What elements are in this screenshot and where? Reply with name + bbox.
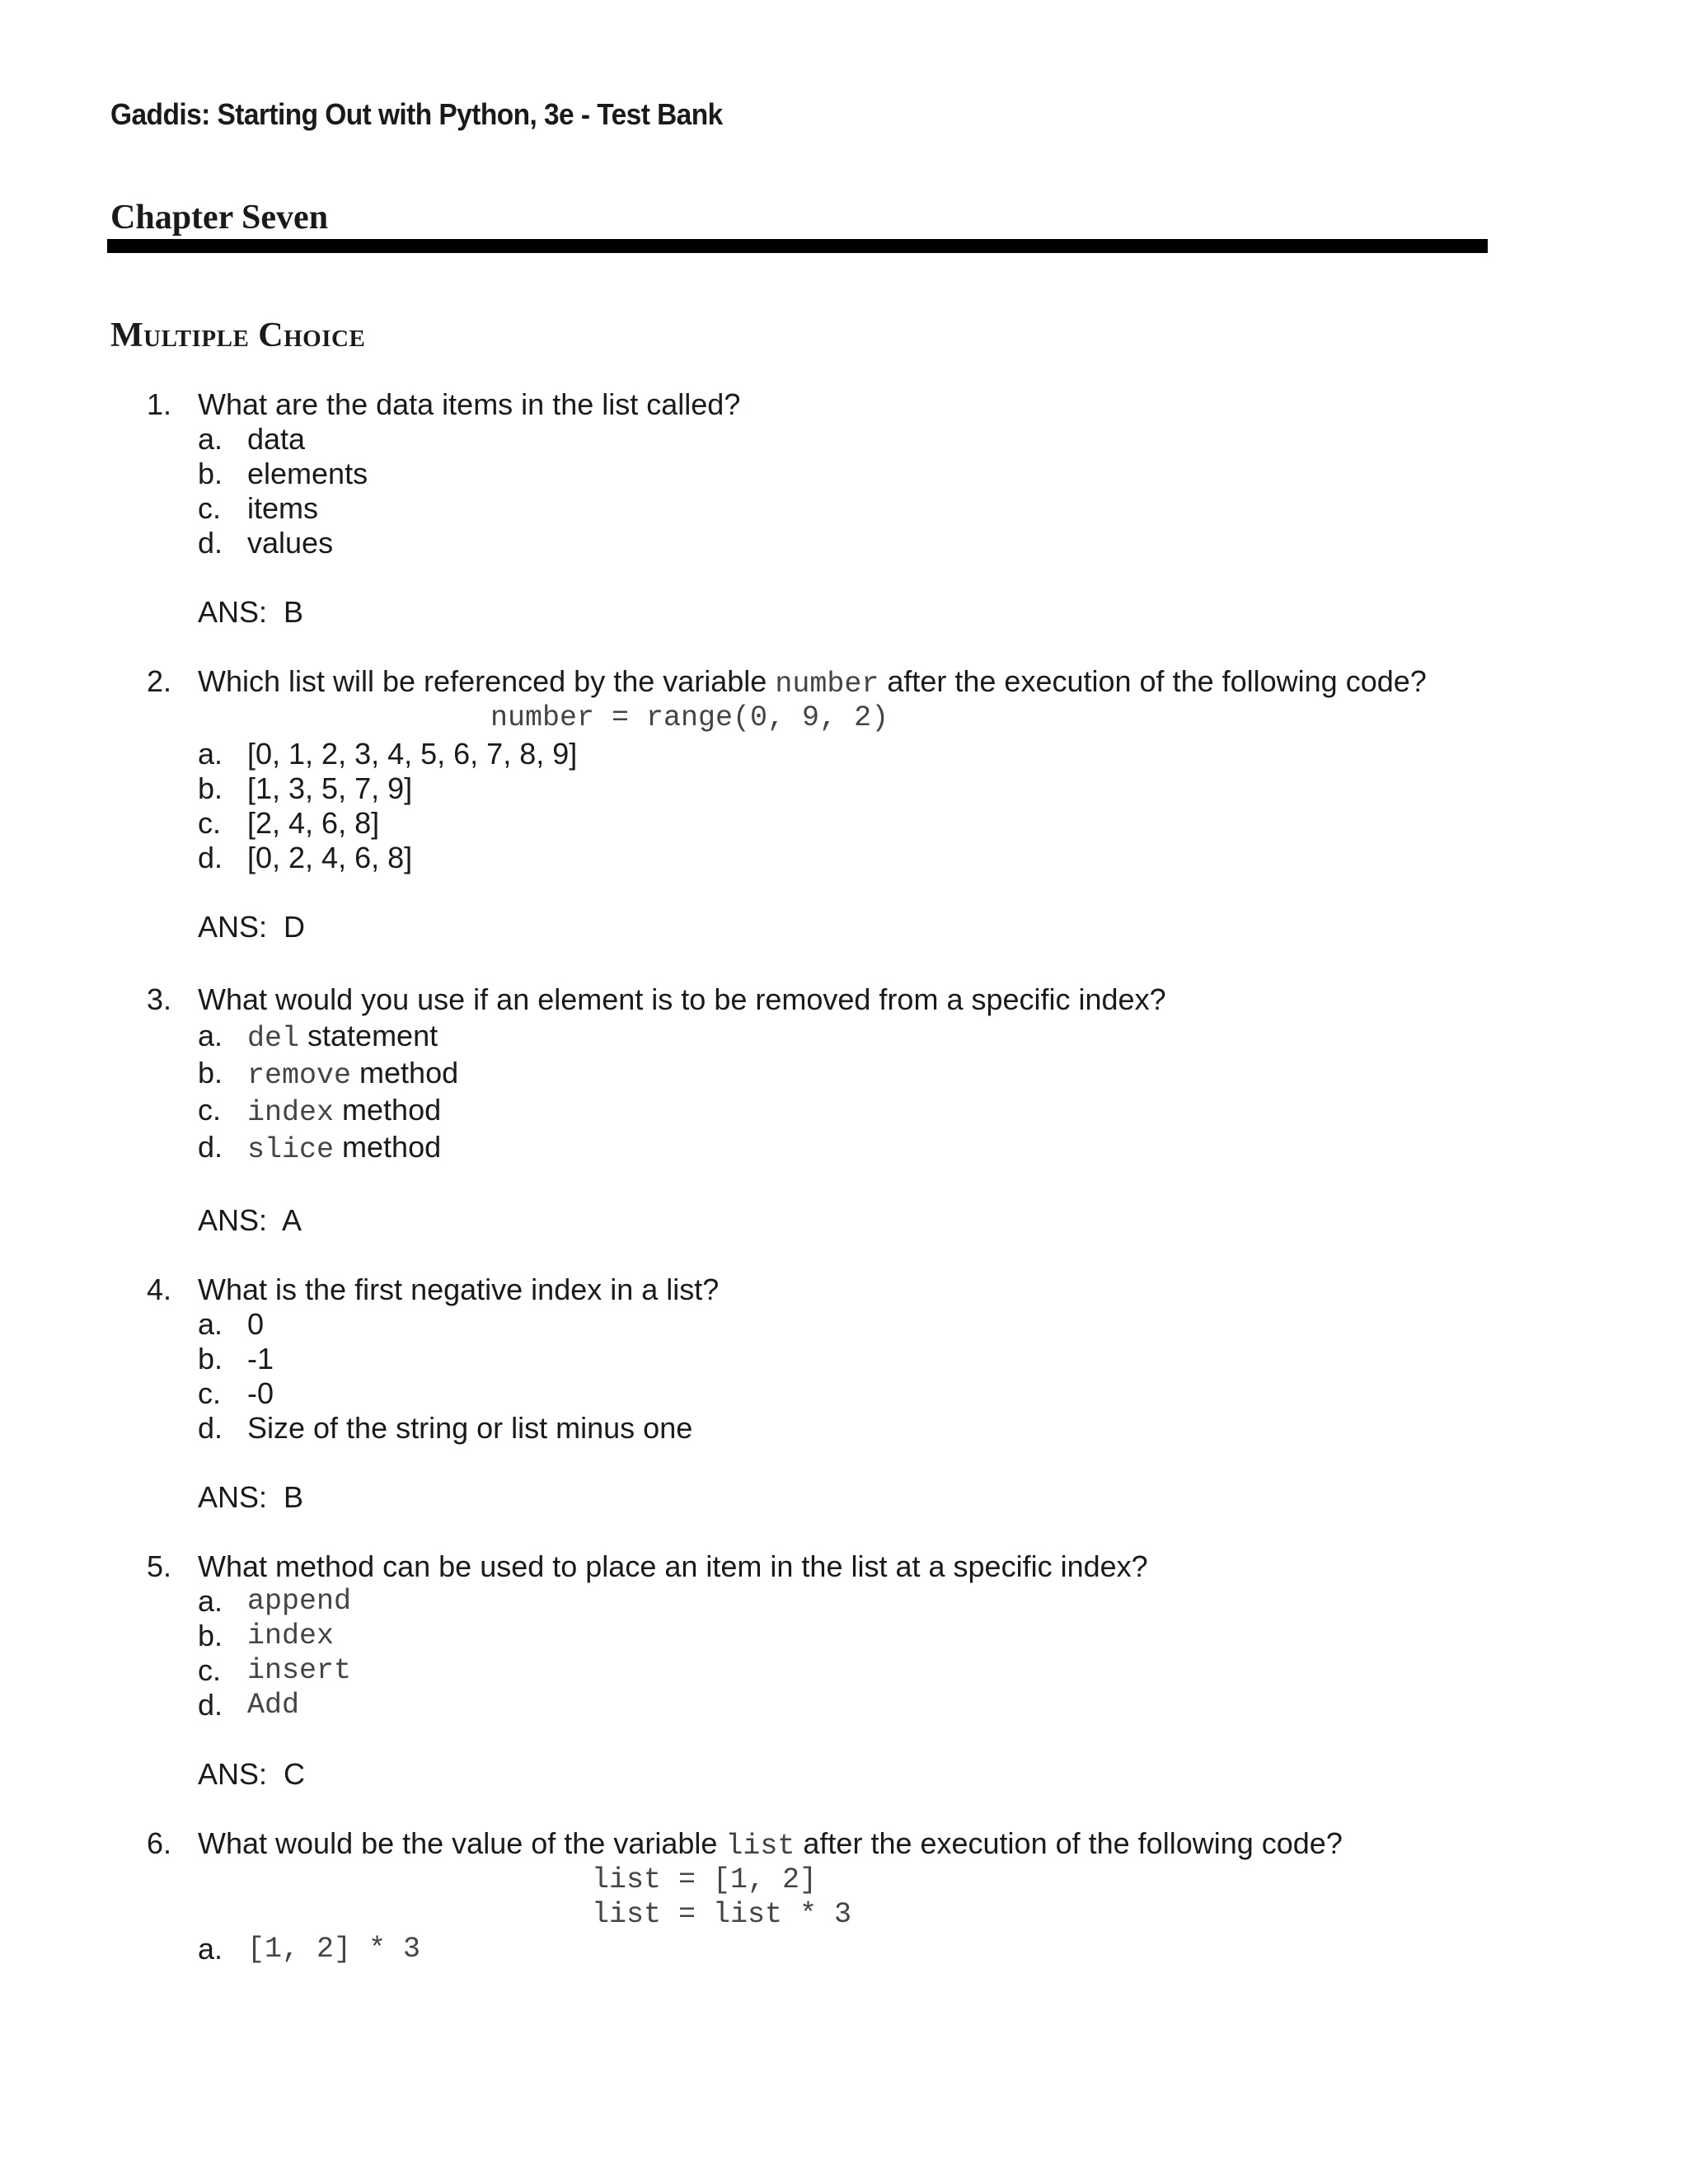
- option-text: [1, 3, 5, 7, 9]: [247, 771, 413, 805]
- option-letter: b.: [198, 1056, 223, 1090]
- option-code: Add: [247, 1689, 300, 1722]
- inline-code: list: [725, 1830, 795, 1863]
- question-number: 4.: [147, 1272, 172, 1306]
- question-number: 5.: [147, 1549, 172, 1583]
- inline-code: slice: [247, 1133, 335, 1166]
- answer-key: ANS: B: [198, 1480, 304, 1514]
- option-code: index: [247, 1619, 335, 1652]
- option-letter: d.: [198, 526, 223, 560]
- code-line: number = range(0, 9, 2): [490, 701, 889, 734]
- option-letter: d.: [198, 1411, 223, 1445]
- section-title: Multiple Choice: [110, 316, 366, 354]
- option-code: [1, 2] * 3: [247, 1933, 421, 1966]
- question-text: What method can be used to place an item in the list at a specific index?: [198, 1549, 1148, 1583]
- option-text-part: statement: [299, 1019, 438, 1052]
- answer-key: ANS: C: [198, 1757, 306, 1791]
- option-letter: d.: [198, 1688, 223, 1722]
- code-line: list = list * 3: [592, 1898, 852, 1931]
- document-header: Gaddis: Starting Out with Python, 3e - Test Bank: [110, 97, 723, 131]
- option-text-part: method: [351, 1056, 459, 1090]
- question-text: [198, 1826, 1343, 1863]
- option-letter: c.: [198, 1653, 222, 1687]
- option-letter: d.: [198, 1130, 223, 1164]
- code-line: list = [1, 2]: [592, 1863, 818, 1896]
- option-letter: d.: [198, 841, 223, 874]
- question-number: 2.: [147, 664, 172, 698]
- option-text: [247, 1019, 438, 1056]
- option-letter: a.: [198, 1307, 223, 1341]
- option-letter: a.: [198, 737, 223, 771]
- question-text-part: after the execution of the following code?: [879, 664, 1427, 698]
- question-number: 6.: [147, 1826, 172, 1860]
- option-text: -1: [247, 1342, 274, 1376]
- question-text-part: after the execution of the following code?: [795, 1826, 1343, 1860]
- option-text: Size of the string or list minus one: [247, 1411, 693, 1445]
- option-text: [247, 1093, 441, 1130]
- option-text-part: method: [334, 1093, 442, 1127]
- option-code: insert: [247, 1654, 352, 1687]
- question-text: What would you use if an element is to be removed from a specific index?: [198, 982, 1166, 1016]
- option-text: [0, 2, 4, 6, 8]: [247, 841, 413, 874]
- question-text: [198, 664, 1427, 701]
- option-letter: b.: [198, 1619, 223, 1652]
- option-text: items: [247, 491, 319, 525]
- option-letter: c.: [198, 1093, 222, 1127]
- option-text: -0: [247, 1376, 274, 1410]
- option-letter: b.: [198, 1342, 223, 1376]
- inline-code: number: [775, 668, 879, 701]
- option-text: [247, 1056, 458, 1093]
- inline-code: remove: [247, 1059, 352, 1092]
- option-text: 0: [247, 1307, 265, 1341]
- chapter-rule-divider: [107, 239, 1488, 253]
- option-code: append: [247, 1585, 352, 1618]
- option-text: [247, 1130, 441, 1167]
- question-number: 3.: [147, 982, 172, 1016]
- chapter-title: Chapter Seven: [110, 199, 329, 237]
- option-letter: a.: [198, 1932, 223, 1966]
- option-letter: c.: [198, 1376, 222, 1410]
- question-text-part: What would be the value of the variable: [198, 1826, 726, 1860]
- answer-key: ANS: A: [198, 1203, 302, 1237]
- question-text: What are the data items in the list called?: [198, 387, 741, 421]
- option-letter: b.: [198, 771, 223, 805]
- question-number: 1.: [147, 387, 172, 421]
- option-text: [2, 4, 6, 8]: [247, 806, 380, 840]
- option-letter: b.: [198, 457, 223, 490]
- option-text: elements: [247, 457, 368, 490]
- option-letter: c.: [198, 806, 222, 840]
- inline-code: del: [247, 1022, 300, 1055]
- option-letter: a.: [198, 422, 223, 456]
- question-text-part: Which list will be referenced by the variable: [198, 664, 776, 698]
- question-text: What is the first negative index in a list?: [198, 1272, 720, 1306]
- option-text: data: [247, 422, 306, 456]
- option-text: [0, 1, 2, 3, 4, 5, 6, 7, 8, 9]: [247, 737, 578, 771]
- option-letter: a.: [198, 1019, 223, 1052]
- option-text-part: method: [334, 1130, 442, 1164]
- inline-code: index: [247, 1096, 335, 1129]
- option-letter: c.: [198, 491, 222, 525]
- option-text: values: [247, 526, 334, 560]
- answer-key: ANS: B: [198, 595, 304, 629]
- answer-key: ANS: D: [198, 910, 306, 944]
- option-letter: a.: [198, 1584, 223, 1618]
